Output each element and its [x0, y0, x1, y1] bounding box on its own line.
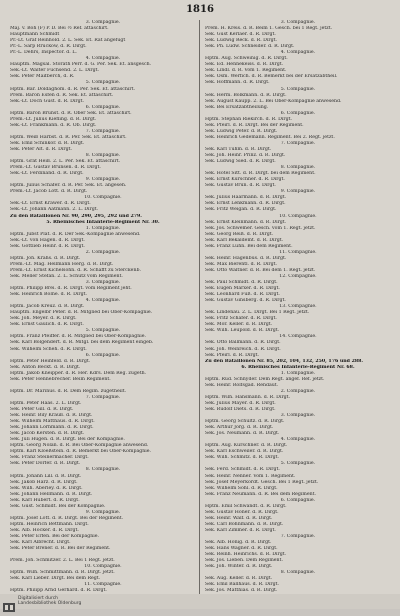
entry-line: Sek. Karl Eschweiler. d. R. Dirgt.	[205, 449, 284, 455]
entry-line: Sek. Peter Dörfer. d. R. Dirgt.	[10, 461, 81, 467]
section-heading: 5. Rheinisches Infanterie-Regiment Nr. 30.	[46, 219, 160, 225]
section-heading: 7. Compagnie.	[85, 394, 121, 400]
entry-line: Sek. Jos. Lieben. Dem Regiment.	[205, 558, 283, 564]
section-heading: 12. Compagnie.	[279, 273, 317, 279]
entry-line: Sek. Karl Bolgendert. d. R. Mitgl. bei dem Regiment eingeb.	[10, 340, 154, 346]
entry-line: Hptm. Aug. Schweinig. d. R. Dirgt.	[205, 56, 288, 62]
section-heading: 6. Compagnie.	[280, 110, 316, 116]
page-number: 1816	[186, 4, 214, 15]
entry-line: Sek. Jos. Matthias. d. R. Dirgt.	[205, 588, 278, 594]
entry-line: Sek. Ernst Lenkmann. d. R. Dirgt.	[205, 201, 286, 207]
entry-line: Hptm. Josef Lott. d. R. Dirgt. Bei der Regiment.	[10, 515, 124, 521]
entry-line: Sek. Lindenau. 2. L. Dirgt. Bei 1 Regt. jetzt.	[205, 310, 310, 316]
section-heading: 4. Compagnie.	[280, 437, 316, 443]
column-divider	[199, 20, 200, 594]
section-heading: 8. Compagnie.	[85, 153, 121, 159]
entry-line: Hptm. Aug. Kürschner. d. R. Dirgt.	[205, 443, 288, 449]
entry-line: Sek. Ernst Kleinmann. d. R. Dirgt.	[205, 219, 287, 225]
entry-line: Sek. Julius Mayer. d. R. Dirgt.	[205, 400, 276, 406]
entry-line: Sek. Gustav Brün. d. R. Dirgt.	[205, 183, 276, 189]
entry-line: Sek. Ed. Hennekeiss. d. R. Dirgt.	[205, 62, 284, 68]
entry-line: Sek. Franz Neumann. d. R. Bei dem Regiment.	[205, 491, 317, 497]
section-heading: 9. Compagnie.	[85, 177, 121, 183]
entry-line: Maj. v. Böh (F) P. D. Bei ½ Ref. attaschirt.	[10, 26, 109, 32]
entry-line: Hptm. Philipp Brei. d. R. Dirgt. vom Regiment jeht.	[10, 286, 132, 292]
entry-line: Sek. Heinr. Walf. d. R. Dirgt.	[205, 515, 273, 521]
entry-line: Pr.-L. Sarp Rrückow, d. R. Dirgt.	[10, 44, 87, 50]
left-column	[10, 20, 196, 594]
section-heading: 1. Compagnie.	[280, 370, 316, 376]
entry-line: Sek. Peter Erfen. Bei der Kompagnie.	[10, 533, 100, 539]
entry-line: Sek. Carl Bohnmann. d. R. Dirgt.	[205, 521, 284, 527]
entry-line: Prem. H. Kreis. d. R. Beim 1. Gesch. bei 1 Regt. jetzt.	[205, 26, 333, 32]
entry-line: Sek. Jos. Schwemer. Gesch. vom 1. Regt. jetzt.	[205, 225, 316, 231]
entry-line: Sek. Gust. Schmidt. Bei der Kompagnie.	[10, 503, 106, 509]
entry-line: Sek.-Lt. Doch Gust. d. R. Dirgt.	[10, 98, 84, 104]
entry-line: Sek. Gustav Ginsberg. d. R. Dirgt.	[205, 298, 286, 304]
entry-line: Sek.-Lt. Walter Fuchsend. 2. L. Dirgt.	[10, 68, 99, 74]
entry-line: Sek. Pfeirl. d. R. Dirgt.	[205, 352, 260, 358]
entry-line: Sek. Rudolf Diets. d. R. Dirgt.	[205, 407, 276, 412]
entry-line: Sek. Joh. Weinreich. d. R. Dirgt.	[205, 346, 281, 352]
entry-line: Sek. Heinr. Nenner. Vom 1. Regiment.	[205, 473, 296, 479]
entry-line: Sek. Joh. Heinr. Prinz. d. R. Dirgt.	[205, 153, 286, 159]
entry-line: Sek. Peter Alt. d. R. Dirgt.	[10, 146, 73, 152]
section-heading: 7. Compagnie.	[280, 140, 316, 146]
section-heading: 4. Compagnie.	[85, 56, 121, 62]
entry-line: Sek. Meller Stefan. 2. L. Schutz vom Regiment.	[10, 273, 123, 279]
entry-line: Sek. Osm. Werfich. d. R. Bemerkt bei der Ersatzabtheil.	[205, 74, 338, 80]
section-heading: Zu den Bataillonen Nr. 85, 202, 104, 132, 250, 176 und 288.	[205, 358, 363, 364]
entry-line: Sek. Ludwig Reck. d. R. Dirgt.	[205, 38, 278, 44]
entry-line: Hptm. Dr. Marinus. d. R. Dem Regim. zugetheilt.	[10, 388, 127, 394]
entry-line: Sek. Wilh. Aberley. d. R. Dirgt.	[10, 485, 83, 491]
entry-line: Hptm. Wilh. Schmittmann. d. R. Dirgt. jetzt.	[10, 570, 115, 576]
section-heading: 13. Compagnie.	[279, 304, 317, 310]
section-heading: Zu den Bataillonen Nr. 90, 290, 295, 292 und 279.	[10, 213, 142, 219]
entry-line: Sek. Peter Maifberch, d. R.	[10, 74, 75, 80]
entry-line: Prem.-Lt. Mag. Hellmann Herg. d. R. Dirgt.	[10, 261, 114, 267]
entry-line: Sek. Heinrich Gedemann. Regiment. Bei 2. Regt. jetzt.	[205, 134, 335, 140]
entry-line: Sek. Karl Zimmer. d. R. Dirgt.	[205, 527, 276, 533]
entry-line: Hptm. Bar. Doldaghom. d. R. Per. Sek. Et. attaschirt.	[10, 86, 136, 92]
section-heading: 10. Compagnie.	[84, 564, 122, 570]
entry-line: Sek. Wilh. Schmitz. d. R. Dirgt.	[205, 455, 280, 461]
entry-line: Hptm. Georg Schultz. d. R. Dirgt.	[205, 419, 285, 425]
entry-line: Sek. Wilhelm Matthäus. d. R. Dirgt.	[10, 419, 95, 425]
entry-line: Hptm. Jacob Kreuz. d. R. Dirgt.	[10, 304, 85, 310]
entry-line: Sek. Otto Waltner. d. R. Bei dem 1. Regt. jetzt.	[205, 267, 316, 273]
entry-line: Sek. Ferd. Schmidt. d. R. Dirgt.	[205, 467, 280, 473]
entry-line: Sek. Ernst Kürschner. d. R. Dirgt.	[205, 177, 285, 183]
entry-line: Prem.-Lt. Jacob Lott. d. R. Dirgt.	[10, 189, 88, 195]
entry-line: Sek. Mor. Keller. d. R. Dirgt.	[205, 322, 273, 328]
entry-line: Sek. Pfeirl. d. R. Dirgt. Bei der Regiment.	[205, 122, 304, 128]
entry-line: Hptm. Jubst Plat. d. R. Der Sek.-Kompagnie anwesend.	[10, 231, 141, 237]
entry-line: Hptm. Baron Brunst. d. R. Ober Sek. Et. attaschirt.	[10, 110, 132, 116]
section-heading: 6. Rheinisches Infanterie-Regiment Nr. 68.	[241, 364, 355, 370]
entry-line: Sek. Franz Steinermacher. Dirgt.	[10, 455, 89, 461]
section-heading: 9. Compagnie.	[280, 189, 316, 195]
entry-line: Sek. Peter Brener. d. R. Bei der Regiment.	[10, 546, 111, 552]
entry-line: Sek. Gustav Höner. d. R. Dirgt.	[205, 509, 279, 515]
entry-line: Hptm. Wilh. Hansmann. d. R. Dirgt.	[205, 394, 291, 400]
entry-line: Sek. Alb. Höcker. d. R. Dirgt.	[10, 527, 79, 533]
entry-line: Sek. Lindl. d. R. Vom 1. Regiment.	[205, 68, 287, 74]
entry-line: Sek. Heinrich Bolne. d. R. Dirgt.	[10, 292, 87, 298]
entry-line: Sek. Joh. Meyer. d. R. Dirgt.	[10, 316, 77, 322]
section-heading: 5. Compagnie.	[85, 328, 121, 334]
section-heading: 3. Compagnie.	[85, 280, 121, 286]
entry-line: Sek. Paul Schmidt. d. R. Dirgt.	[205, 280, 278, 286]
entry-line: Hptm. Karl Kloeßstein. d. R. Bemerkt bei Ober-Kompagnie.	[10, 449, 152, 455]
entry-line: Pr.-Lt. Graf Reinhold. 2. L. Sek. Et. Rat angefügt	[10, 38, 126, 44]
entry-line: Hptm. Joh. Krahs. d. R. Dirgt.	[10, 255, 81, 261]
section-heading: 7. Compagnie.	[85, 128, 121, 134]
entry-line: Sek. Wilhelm Sohl. d. R. Dirgt.	[205, 485, 278, 491]
section-heading: 5. Compagnie.	[85, 80, 121, 86]
entry-line: Hptm. Heinrich Bettmann. Dirgt.	[10, 521, 89, 527]
entry-line: Sek. Ph. Ludw. Schneider. d. R. Dirgt.	[205, 44, 295, 50]
section-heading: 10. Compagnie.	[84, 195, 122, 201]
entry-line: Sek. Julius Haarmann. d. R. Dirgt.	[205, 195, 287, 201]
entry-line: Sek. Gottlieb Heinr. d. R. Dirgt.	[10, 243, 85, 249]
section-heading: 3. Compagnie.	[280, 20, 316, 25]
entry-line: Sek. Johann Lorhmann. d. R. Dirgt.	[10, 425, 94, 431]
entry-line: Prem.-Lt. Gustav Brunsen. d. R. Dirgt.	[10, 165, 101, 171]
entry-line: Sek. Otto Ballmann. d. R. Dirgt.	[205, 340, 281, 346]
entry-line: Sek.-Lt. Johann Aatmann. 2. L. Dirgt.	[10, 207, 99, 213]
entry-line: Sek. Hotel Sitt. d. R. Dirgt. bei dem Regiment.	[205, 171, 316, 177]
section-heading: 2. Compagnie.	[280, 388, 316, 394]
entry-line: Sek. Hans Wagner. d. R. Dirgt.	[205, 546, 278, 552]
entry-line: Sek. Karl Hubert. d. R. Dirgt.	[10, 497, 80, 503]
entry-line: Sek. Karl Albrecht. Dirgt.	[10, 540, 71, 546]
entry-line: Sek. Herm. Bolkmann. d. R. Dirgt.	[205, 92, 287, 98]
section-heading: 6. Compagnie.	[85, 352, 121, 358]
entry-line: Pr.-L. Dehrs, Inspector. d. L.	[10, 50, 77, 56]
entry-line: Sek. Johann Hellmann. d. R. Dirgt.	[10, 491, 93, 497]
section-heading: 2. Compagnie.	[85, 249, 121, 255]
entry-line: Sek.-Lt. Ferdinand. d. R. Dirgt.	[10, 171, 84, 177]
section-heading: 9. Compagnie.	[85, 509, 121, 515]
section-heading: 10. Compagnie.	[279, 213, 317, 219]
section-heading: 6. Compagnie.	[85, 104, 121, 110]
entry-line: Sek. Alb. Hönig. d. R. Dirgt.	[205, 540, 272, 546]
entry-line: Hptm. Stephan Riekirch. d. R. Dirgt.	[205, 116, 292, 122]
entry-line: Sek. Emil Ballhaus. d. R. Dirgt.	[205, 582, 279, 588]
entry-line: Sek. Jos. Neumann. d. R. Dirgt.	[205, 431, 280, 437]
entry-line: Sek. Anton Beckt. d. R. Dirgt.	[10, 364, 81, 370]
section-heading: 8. Compagnie.	[280, 165, 316, 171]
section-heading: 7. Compagnie.	[280, 533, 316, 539]
entry-line: Sek. August Kaupp. 2. L. Bei Ober-Kompagnie anwesend.	[205, 98, 342, 104]
entry-line: Sek. Wilhelm Scheh. d. R. Dirgt.	[10, 346, 87, 352]
entry-line: Sek. Gust Kerlaer. d. R. Dirgt.	[205, 32, 276, 38]
entry-line: Prem. Joh. Schmitzer. 2. L. Bei 1 Regt. jetzt.	[10, 558, 115, 564]
entry-line: Hptm. Georg Nolan. d. R. Bei Ober-Kompagnie anwesend.	[10, 443, 149, 449]
entry-line: Sek. Ernst Gaulich. d. R. Dirgt.	[10, 322, 84, 328]
section-heading: 4. Compagnie.	[280, 50, 316, 56]
section-heading: 4. Compagnie.	[85, 298, 121, 304]
entry-line: Hptm. Julius Schafer. d. R. Per. Sek. Et. angeseh.	[10, 183, 127, 189]
entry-line: Sek. Wilh. Leupold. d. R. Dirgt.	[205, 328, 280, 334]
entry-line: Sek. Jakob Harz. d. R. Dirgt.	[10, 479, 78, 485]
entry-line: Hauptm. Engelbr Peter. d. R. Mitglied bei Ober-Kompagnie.	[10, 310, 153, 316]
entry-line: Hptm. Grat Heiß. 2. L. Per. Sek. Et. attaschirt.	[10, 159, 121, 165]
entry-line: Sek. Reinh. Heinrichs. d. R. Dirgt.	[205, 552, 287, 558]
entry-line: Sek. Ludwig Peter. d. R. Dirgt.	[205, 128, 278, 134]
entry-line: Hptm. Jakob Kneipper. d. R. Her. Kdrs. Dem Reg. zugeth.	[10, 370, 147, 376]
page-header	[0, 3, 400, 19]
section-heading: 11. Compagnie.	[279, 249, 317, 255]
library-credit-line1: Digitalisiert durch	[18, 596, 59, 601]
library-credit	[18, 597, 81, 607]
section-heading: 5. Compagnie.	[280, 86, 316, 92]
page-footer	[0, 594, 400, 609]
entry-line: Sek. Georg Reiß. d. R. Dirgt.	[205, 231, 274, 237]
section-heading: 8. Compagnie.	[85, 467, 121, 473]
entry-line: Sek. Bei Ersatzabtheilung.	[205, 104, 269, 110]
entry-line: Prem.-Lt. Julius Kiefling. d. R. Dirgt.	[10, 116, 97, 122]
section-heading: 14. Compagnie.	[279, 334, 317, 340]
entry-line: Sek. Josef Meyerkordt. Gesch. Bei 1 Regt. jetzt.	[205, 479, 319, 485]
entry-line: Sek. Arthur Jörg. d. R. Dirgt.	[205, 425, 274, 431]
section-heading: 5. Compagnie.	[280, 461, 316, 467]
section-heading: 3. Compagnie.	[280, 413, 316, 419]
entry-line: Hptm. Peter Haas. 2. L. Dirgt.	[10, 400, 82, 406]
entry-line: Prem.-Lt. Ernst Kichelsohn. d. R. Schafft zu Sterckenb.	[10, 267, 141, 273]
entry-line: Sek. Hoffmann. d. R. Dirgt.	[205, 80, 270, 86]
library-credit-line2: Landesbibliothek Oldenburg	[18, 600, 82, 606]
section-heading: 8. Compagnie.	[280, 570, 316, 576]
entry-line: Sek. Ludwig Sied. d. R. Dirgt.	[205, 159, 276, 165]
entry-line: Sek. Jacob Kersten. d. R. Dirgt.	[10, 431, 85, 437]
entry-line: Sek. Leonhard Fuß. d. R. Dirgt.	[205, 292, 280, 298]
entry-line: Hptm. Johann Lill. d. R. Dirgt.	[10, 473, 82, 479]
entry-line: Sek. Heinr. Rolfsgad. Rendaut.	[205, 382, 279, 388]
entry-line: Hptm. Philipp Arnd Gerhard. d. R. Dirgt.	[10, 588, 107, 594]
entry-line: Sek. Joh. Winter. d. R. Dirgt.	[205, 564, 273, 570]
entry-line: Hptm. Rud. Schnyder. Dem Regt. angef. Ref. jetzt.	[205, 376, 325, 382]
section-heading: 3. Compagnie.	[85, 20, 121, 25]
entry-line: Sek. Eugen Marxer. d. R. Dirgt.	[205, 286, 280, 292]
entry-line: Hptm. Emil Schwandt. d. R. Dirgt.	[205, 503, 287, 509]
entry-line: Sek.-Lt. von Hagen. d. R. Dirgt.	[10, 237, 85, 243]
entry-line: Hptm. Peter Heinfeld. d. R. Dirgt.	[10, 358, 91, 364]
entry-line: Hauptm. Magsal. Storath Perr. d. G. Per. Sek. Et. ansgesch.	[10, 62, 152, 68]
entry-line: Sek. Karl Bekaldemt. d. R. Dirgt.	[205, 237, 284, 243]
entry-line: Sek.-Lt. Frankmann. d. R. Ob. Dirgt.	[10, 122, 97, 128]
entry-line: Sek. Heinr. Hagenbus. d. R. Dirgt.	[205, 255, 287, 261]
entry-line: Sek. Fritz Schäfer. d. R. Dirgt.	[205, 316, 277, 322]
entry-line: Sek. Max Bierentl. d. R. Dirgt.	[205, 261, 278, 267]
entry-line: Sek.-Lt. Ernst Krawer. d. R. Dirgt.	[10, 201, 91, 207]
entry-line: Sek. Karl Tuhm. d. R. Dirgt.	[205, 146, 272, 152]
section-heading: 11. Compagnie.	[84, 582, 122, 588]
entry-line: Sek. Aug. Keller. d. R. Dirgt.	[205, 576, 273, 582]
entry-line: Prem. Baron Esfen d. R. Sek. Et. attaschirt.	[10, 92, 114, 98]
entry-line: Sek. Fritz Weigan. d. R. Dirgt.	[205, 207, 277, 213]
entry-line: Sek. Franz Luhn. Bei dem Regiment.	[205, 243, 293, 249]
entry-line: Hptm. Franz Pfeiffer. d. R. Mitglied bei Ober-Kompagnie.	[10, 334, 146, 340]
entry-line: Sek. Heinr. Bily Krauß. d. R. Dirgt.	[10, 413, 93, 419]
entry-line: Sek. Peter Gill. d. R. Dirgt.	[10, 407, 74, 412]
section-heading: 6. Compagnie.	[280, 497, 316, 503]
entry-line: Sek. Juli Hügen. d. R. Dirgt. Bei der Kompagnie.	[10, 437, 125, 443]
entry-line: Hauptmann Schmidt	[10, 32, 60, 38]
entry-line: Sek. Emil Schinkor. d. R. Dirgt.	[10, 140, 85, 146]
entry-line: Sek. Karl Lieber. Dirgt. Bei dem Regt.	[10, 576, 101, 582]
entry-line: Sek. Peter Hennebrecher. Beim Regiment.	[10, 376, 111, 382]
section-heading: 1. Compagnie.	[85, 225, 121, 231]
right-column	[205, 20, 391, 594]
library-logo-icon	[3, 597, 15, 606]
entry-line: Hptm. Weiß Harbst. d. R. Per. Sek. Et. attaschirt.	[10, 134, 127, 140]
